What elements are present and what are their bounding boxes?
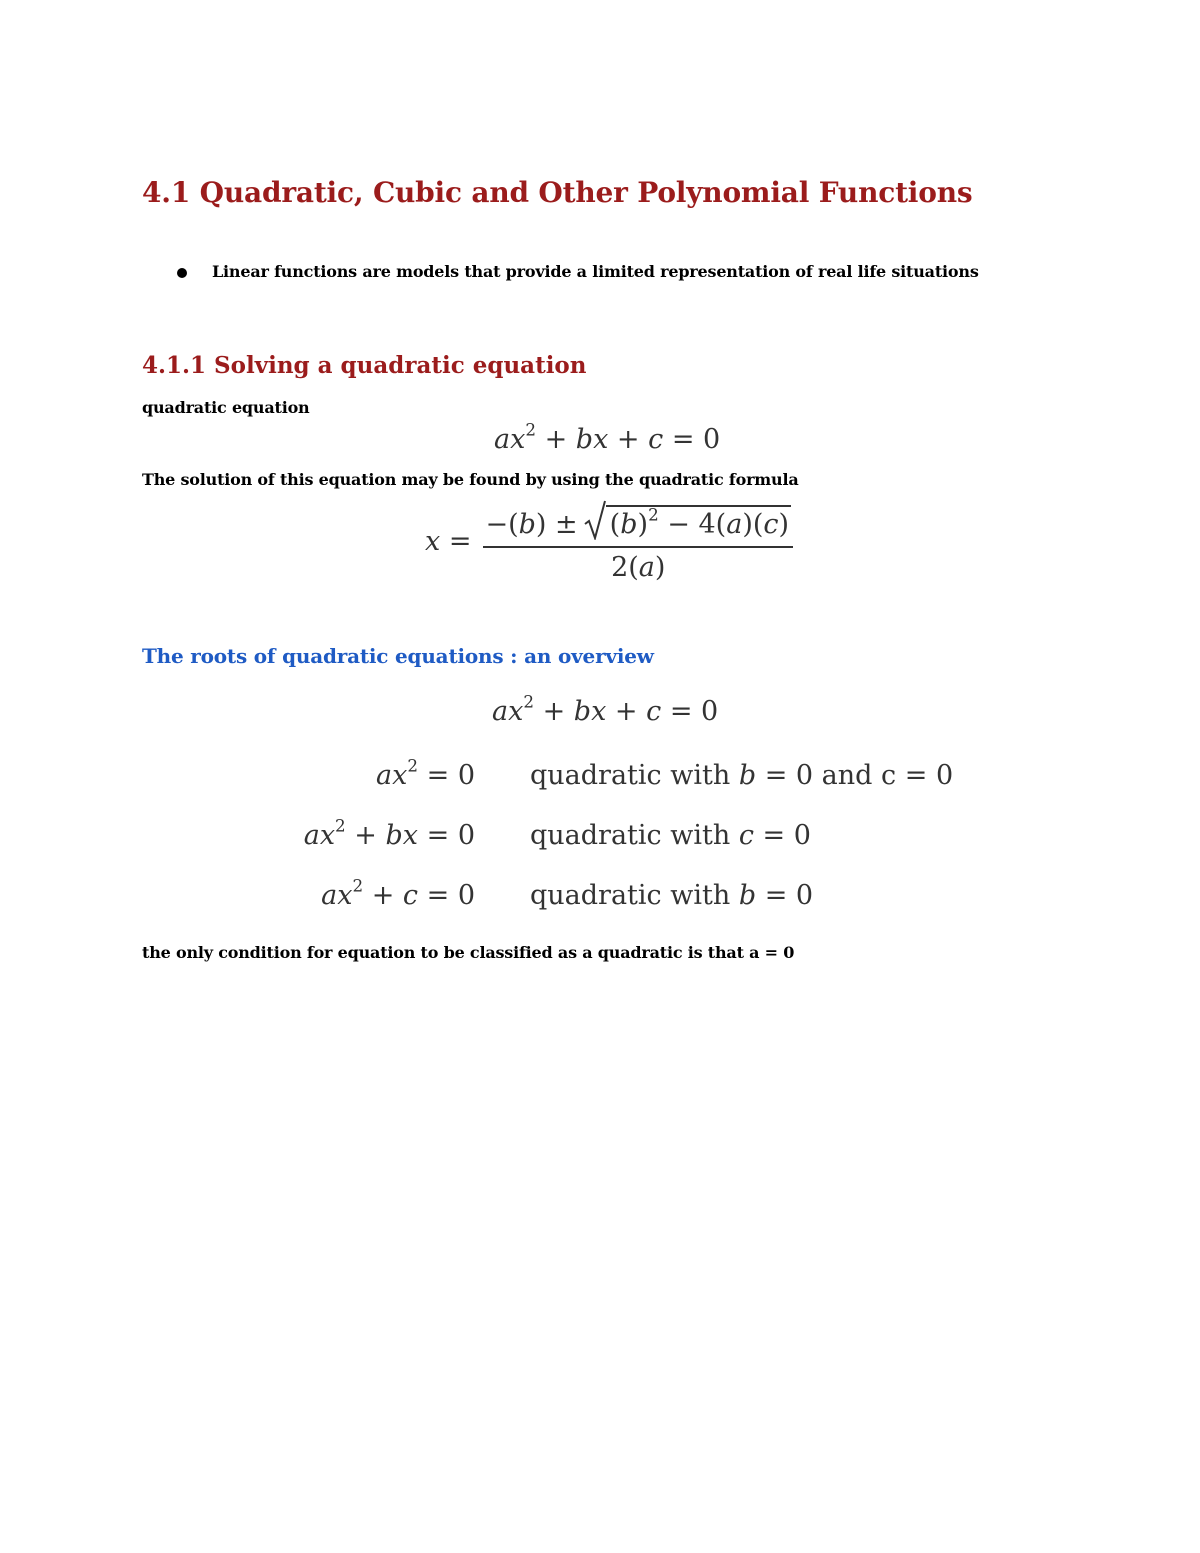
case-description: quadratic with b = 0 <box>530 880 814 911</box>
eq-equals-zero: = 0 <box>663 424 721 455</box>
case-equation: $ax^2 + c = 0$ <box>321 875 475 911</box>
formula-radical <box>584 500 791 540</box>
case-description: quadratic with b = 0 and c = 0 <box>530 760 954 791</box>
eq-var-x: x <box>510 424 526 455</box>
subsection-heading-roots: The roots of quadratic equations : an overview <box>142 644 654 668</box>
page-title: 4.1 Quadratic, Cubic and Other Polynomial Functions <box>142 176 973 209</box>
eq-var-a: a <box>494 424 511 455</box>
sentence-solution: The solution of this equation may be found by using the quadratic formula <box>142 470 799 489</box>
eq-plus: + <box>608 424 649 455</box>
eq-var-c: c <box>648 424 664 455</box>
label-quadratic-equation: quadratic equation <box>142 398 310 417</box>
eq-plus: + <box>536 424 576 455</box>
conclusion-text: the only condition for equation to be classified as a quadratic is that a = 0 <box>142 943 795 962</box>
case-description: quadratic with c = 0 <box>530 820 811 851</box>
eq-var-x: x <box>593 424 609 455</box>
formula-lhs: x = <box>425 526 472 557</box>
eq-exponent: 2 <box>525 419 536 440</box>
square-root-icon <box>584 500 606 540</box>
case-equation: $ax^2 = 0$ <box>376 755 475 791</box>
case-equation: $ax^2$ + bx = 0 <box>303 815 475 851</box>
equation-general <box>494 419 721 455</box>
bullet-item-text: Linear functions are models that provide a limited representation of real life situations <box>212 262 979 281</box>
section-heading: 4.1.1 Solving a quadratic equation <box>142 352 587 379</box>
eq-var-b: b <box>575 424 594 455</box>
formula-numerator: −( b ) ± $(b)^2 - 4(a)(c)$ <box>483 500 793 548</box>
bullet-dot-icon <box>177 268 187 278</box>
roots-equation-general: $ax^2$ + bx + c = 0 <box>492 691 719 727</box>
formula-radicand: $(b)^2 - 4(a)(c)$ <box>606 505 791 540</box>
formula-denominator: 2(a) <box>611 552 666 583</box>
quadratic-formula <box>425 500 793 583</box>
formula-fraction <box>483 500 793 583</box>
